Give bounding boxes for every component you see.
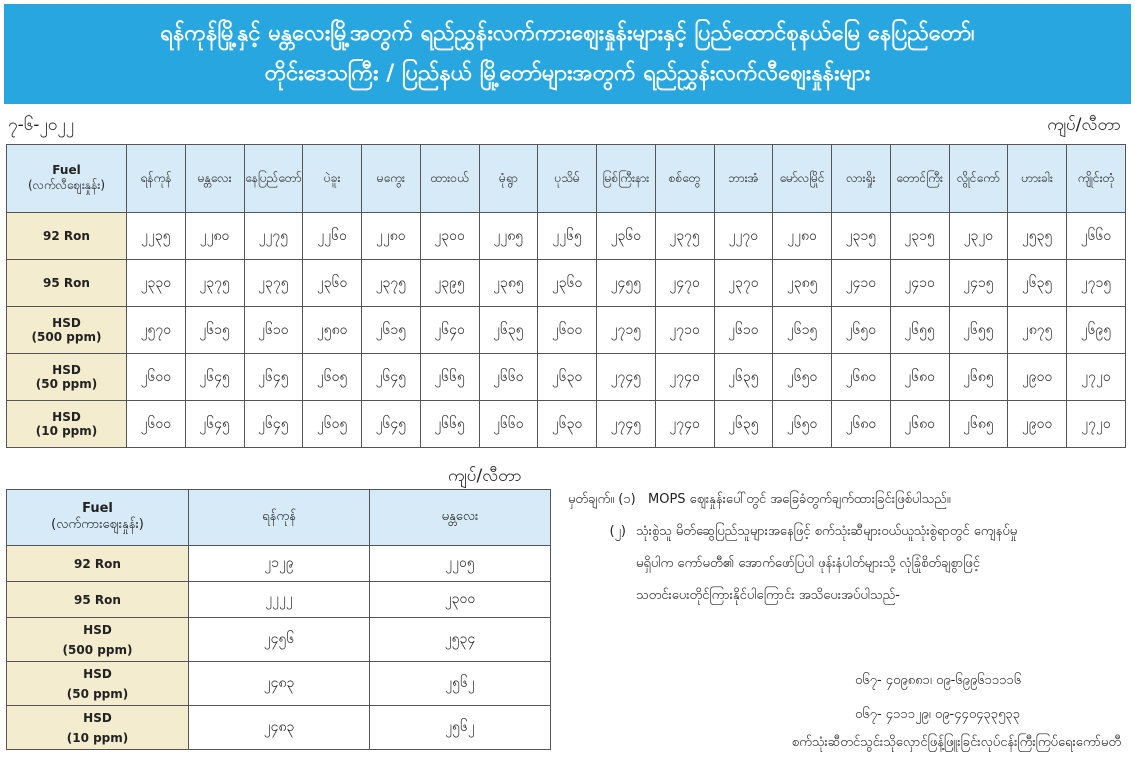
- price-cell: ၂၆၈၅: [949, 401, 1008, 448]
- price-cell: ၂၃၇၀: [714, 260, 773, 307]
- price-cell: ၂၆၆၅: [420, 354, 479, 401]
- price-cell: ၂၆၃၅: [714, 401, 773, 448]
- price-cell: ၂၂၃၅: [127, 213, 186, 260]
- price-cell: ၂၂၇၅: [244, 213, 303, 260]
- price-cell: ၂၃၁၅: [832, 213, 891, 260]
- price-cell: ၂၄၁၀: [832, 260, 891, 307]
- wholesale-row: [7, 662, 551, 706]
- wholesale-row: [7, 706, 551, 750]
- retail-row: [7, 213, 1126, 260]
- price-cell: ၂၄၅၅: [597, 260, 656, 307]
- note-2: [568, 516, 1128, 612]
- retail-row: [7, 260, 1126, 307]
- fuel-head-subtitle: (လက်ကားဈေးနှုန်း): [51, 516, 144, 532]
- fuel-type-name: 95 Ron: [74, 592, 121, 607]
- price-cell: ၂၂၈၀: [362, 213, 421, 260]
- city-header: နေပြည်တော်: [244, 145, 303, 213]
- price-cell: ၂၇၁၀: [655, 307, 714, 354]
- price-cell: ၂၆၈၀: [890, 354, 949, 401]
- price-cell: ၂၉၀၀: [1008, 354, 1067, 401]
- wholesale-unit-label: ကျပ်/လီတာ: [448, 466, 522, 486]
- price-cell: ၂၆၈၀: [832, 354, 891, 401]
- price-cell: ၂၆၅၅: [890, 307, 949, 354]
- price-cell: ၂၇၂၀: [1067, 354, 1126, 401]
- city-header: မော်လမြိုင်: [773, 145, 832, 213]
- price-cell: ၂၆၃၅: [1008, 260, 1067, 307]
- city-header: ရန်ကုန်: [189, 490, 370, 546]
- fuel-type-name: 92 Ron: [74, 556, 121, 571]
- city-header: ရန်ကုန်: [127, 145, 186, 213]
- fuel-type-name: HSD: [52, 363, 81, 377]
- price-cell: ၂၇၁၅: [1067, 260, 1126, 307]
- price-cell: ၂၆၀၅: [303, 354, 362, 401]
- price-cell: ၂၃၇၅: [244, 260, 303, 307]
- price-cell: ၂၃၈၅: [773, 260, 832, 307]
- unit-label: ကျပ်/လီတာ: [1047, 115, 1121, 135]
- price-cell: ၂၇၄၀: [655, 401, 714, 448]
- price-cell: ၂၂၀၅: [370, 546, 551, 582]
- committee-name: စက်သုံးဆီတင်သွင်းသိုလှောင်ဖြန့်ဖြူးခြင်းလုပ်ငန်းကြီးကြပ်ရေးကော်မတီ: [791, 735, 1121, 750]
- retail-fuel-header: [7, 145, 127, 213]
- fuel-head-title: Fuel: [82, 500, 113, 516]
- fuel-type-name: HSD: [83, 710, 112, 725]
- price-cell: ၂၆၆၀: [479, 354, 538, 401]
- fuel-type-cell: [7, 662, 189, 706]
- city-header: စစ်တွေ: [655, 145, 714, 213]
- wholesale-price-table: [6, 489, 551, 750]
- city-header: ဘားအံ: [714, 145, 773, 213]
- price-cell: ၂၃၇၅: [655, 213, 714, 260]
- city-header: မန္တလေး: [370, 490, 551, 546]
- fuel-type-name: 92 Ron: [43, 229, 90, 243]
- price-cell: ၂၆၄၅: [244, 354, 303, 401]
- price-cell: ၂၇၄၀: [655, 354, 714, 401]
- price-cell: ၂၆၄၅: [244, 401, 303, 448]
- price-cell: ၂၃၆၀: [597, 213, 656, 260]
- note-2-number: (၂): [609, 524, 626, 539]
- wholesale-row: [7, 582, 551, 618]
- retail-row: [7, 354, 1126, 401]
- title-banner: [4, 4, 1131, 104]
- price-date: ၇-၆-၂၀၂၂: [8, 115, 75, 135]
- price-cell: ၂၂၆၅: [538, 213, 597, 260]
- fuel-type-grade: (500 ppm): [31, 330, 102, 344]
- price-cell: ၂၆၄၅: [185, 354, 244, 401]
- city-header: ဟားခါး: [1008, 145, 1067, 213]
- price-cell: ၂၇၄၅: [597, 401, 656, 448]
- price-cell: ၂၄၈၃: [189, 706, 370, 750]
- note-label: မှတ်ချက်။ (၁): [568, 492, 636, 507]
- wholesale-fuel-header: [7, 490, 189, 546]
- retail-row: [7, 401, 1126, 448]
- price-cell: ၂၆၁၀: [714, 307, 773, 354]
- city-header: လားရှိုး: [832, 145, 891, 213]
- price-cell: ၂၆၀၀: [538, 307, 597, 354]
- city-header: ထားဝယ်: [420, 145, 479, 213]
- city-header: လွိုင်ကော်: [949, 145, 1008, 213]
- price-cell: ၂၆၀၀: [127, 354, 186, 401]
- price-cell: ၂၄၇၀: [655, 260, 714, 307]
- price-cell: ၂၄၅၆: [189, 618, 370, 662]
- price-cell: ၂၅၆၂: [370, 662, 551, 706]
- city-header: မန္တလေး: [185, 145, 244, 213]
- price-cell: ၂၄၁၅: [949, 260, 1008, 307]
- price-cell: ၂၆၈၀: [890, 401, 949, 448]
- retail-row: [7, 307, 1126, 354]
- price-cell: ၂၈၇၅: [1008, 307, 1067, 354]
- price-cell: ၂၆၀၅: [303, 401, 362, 448]
- fuel-type-cell: [7, 213, 127, 260]
- city-header: မကွေး: [362, 145, 421, 213]
- city-header: မြစ်ကြီးနား: [597, 145, 656, 213]
- price-cell: ၂၆၁၅: [773, 307, 832, 354]
- price-cell: ၂၆၃၀: [538, 401, 597, 448]
- fuel-type-name: HSD: [83, 666, 112, 681]
- note-2-line: မရှိပါက ကော်မတီ၏ အောက်ဖော်ပြပါ ဖုန်းနံပါတ်များသို့ လုံခြုံစိတ်ချစွာဖြင့်: [636, 556, 980, 571]
- fuel-type-cell: [7, 706, 189, 750]
- fuel-type-name: HSD: [83, 622, 112, 637]
- wholesale-row: [7, 618, 551, 662]
- price-cell: ၂၇၁၅: [597, 307, 656, 354]
- price-cell: ၂၆၁၅: [185, 307, 244, 354]
- price-cell: ၂၆၆၀: [479, 401, 538, 448]
- price-cell: ၂၅၇၀: [127, 307, 186, 354]
- price-cell: ၂၆၅၀: [773, 401, 832, 448]
- fuel-type-cell: [7, 401, 127, 448]
- price-cell: ၂၃၆၀: [538, 260, 597, 307]
- price-cell: ၂၆၀၀: [127, 401, 186, 448]
- phone-line: ၀၆၇- ၄၀၉၈၈၁၊ ၀၉-၆၉၉၆၁၁၁၁၆: [855, 673, 1022, 688]
- fuel-type-cell: [7, 582, 189, 618]
- price-cell: ၂၂၆၀: [303, 213, 362, 260]
- price-cell: ၂၇၄၅: [597, 354, 656, 401]
- price-cell: ၂၃၈၅: [479, 260, 538, 307]
- fuel-type-cell: [7, 307, 127, 354]
- price-cell: ၂၃၇၅: [185, 260, 244, 307]
- price-cell: ၂၃၉၅: [420, 260, 479, 307]
- fuel-type-name: HSD: [52, 410, 81, 424]
- fuel-type-grade: (10 ppm): [66, 730, 129, 745]
- wholesale-row: [7, 546, 551, 582]
- price-cell: ၂၄၈၃: [189, 662, 370, 706]
- phone-line: ၀၆၇- ၄၁၁၁၂၉၊ ၀၉-၄၄၀၄၃၃၅၃၃: [855, 707, 1021, 722]
- city-header: ပုသိမ်: [538, 145, 597, 213]
- price-cell: ၂၁၂၉: [189, 546, 370, 582]
- fuel-head-title: Fuel: [52, 162, 81, 177]
- price-cell: ၂၅၆၂: [370, 706, 551, 750]
- price-cell: ၂၆၃၅: [479, 307, 538, 354]
- price-cell: ၂၆၄၅: [185, 401, 244, 448]
- fuel-type-grade: (50 ppm): [66, 686, 129, 701]
- city-header: မုံရွာ: [479, 145, 538, 213]
- price-cell: ၂၂၈၀: [773, 213, 832, 260]
- price-cell: ၂၃၇၅: [362, 260, 421, 307]
- price-cell: ၂၆၁၅: [362, 307, 421, 354]
- fuel-type-cell: [7, 546, 189, 582]
- price-cell: ၂၃၃၀: [127, 260, 186, 307]
- fuel-type-cell: [7, 354, 127, 401]
- title-line-1: ရန်ကုန်မြို့နှင့် မန္တလေးမြို့အတွက် ရည်ညွှန်းလက်ကားဈေးနှုန်းများနှင့် ပြည်ထောင်စုနယ်မြေ နေပြည်တော်၊: [160, 21, 975, 46]
- city-header: တောင်ကြီး: [890, 145, 949, 213]
- price-cell: ၂၆၄၅: [362, 354, 421, 401]
- price-cell: ၂၂၈၅: [479, 213, 538, 260]
- price-cell: ၂၅၈၀: [303, 307, 362, 354]
- retail-price-table: [6, 144, 1126, 448]
- price-cell: ၂၃၆၀: [303, 260, 362, 307]
- price-cell: ၂၉၀၀: [1008, 401, 1067, 448]
- fuel-type-cell: [7, 260, 127, 307]
- note-2-line: သုံးစွဲသူ မိတ်ဆွေပြည်သူများအနေဖြင့် စက်သုံးဆီများဝယ်ယူသုံးစွဲရာတွင် ကျေနပ်မှု: [636, 524, 1018, 539]
- price-cell: ၂၃၂၀: [949, 213, 1008, 260]
- note-1-text: MOPS ဈေးနှုန်းပေါ်တွင် အခြေခံတွက်ချက်ထားခြင်းဖြစ်ပါသည်။: [648, 492, 951, 507]
- fuel-type-grade: (500 ppm): [62, 642, 133, 657]
- fuel-type-cell: [7, 618, 189, 662]
- price-cell: ၂၅၃၄: [370, 618, 551, 662]
- price-cell: ၂၄၁၀: [890, 260, 949, 307]
- price-cell: ၂၆၅၀: [773, 354, 832, 401]
- title-line-2: တိုင်းဒေသကြီး / ပြည်နယ် မြို့တော်များအတွက် ရည်ညွှန်းလက်လီဈေးနှုန်းများ: [264, 61, 871, 86]
- fuel-type-name: HSD: [52, 316, 81, 330]
- price-cell: ၂၆၄၅: [362, 401, 421, 448]
- price-cell: ၂၆၉၅: [1067, 307, 1126, 354]
- price-cell: ၂၇၂၀: [1067, 401, 1126, 448]
- price-cell: ၂၂၇၀: [714, 213, 773, 260]
- city-header: ပဲခူး: [303, 145, 362, 213]
- note-2-line: သတင်းပေးတိုင်ကြားနိုင်ပါကြောင်း အသိပေးအပ်ပါသည်-: [636, 588, 900, 603]
- price-cell: ၂၃၀၀: [420, 213, 479, 260]
- price-cell: ၂၃၀၀: [370, 582, 551, 618]
- contact-phones: [855, 664, 1021, 732]
- price-cell: ၂၆၁၀: [244, 307, 303, 354]
- wholesale-header-row: [7, 490, 551, 546]
- price-cell: ၂၆၅၀: [832, 307, 891, 354]
- fuel-type-grade: (50 ppm): [35, 377, 98, 391]
- price-cell: ၂၆၃၀: [538, 354, 597, 401]
- fuel-type-name: 95 Ron: [43, 276, 90, 290]
- price-cell: ၂၆၄၀: [420, 307, 479, 354]
- city-header: ကျိုင်းတုံ: [1067, 145, 1126, 213]
- price-cell: ၂၂၂၂: [189, 582, 370, 618]
- price-cell: ၂၂၈၀: [185, 213, 244, 260]
- retail-header-row: [7, 145, 1126, 213]
- price-cell: ၂၆၆၀: [1067, 213, 1126, 260]
- price-cell: ၂၆၃၅: [714, 354, 773, 401]
- price-cell: ၂၆၆၅: [420, 401, 479, 448]
- price-cell: ၂၆၈၅: [949, 354, 1008, 401]
- price-cell: ၂၅၃၅: [1008, 213, 1067, 260]
- notes-section: [568, 484, 1128, 612]
- fuel-type-grade: (10 ppm): [35, 424, 98, 438]
- price-cell: ၂၃၁၅: [890, 213, 949, 260]
- price-cell: ၂၆၅၅: [949, 307, 1008, 354]
- fuel-head-subtitle: (လက်လီဈေးနှုန်း): [27, 177, 106, 192]
- note-1: [568, 484, 1128, 516]
- price-cell: ၂၆၈၀: [832, 401, 891, 448]
